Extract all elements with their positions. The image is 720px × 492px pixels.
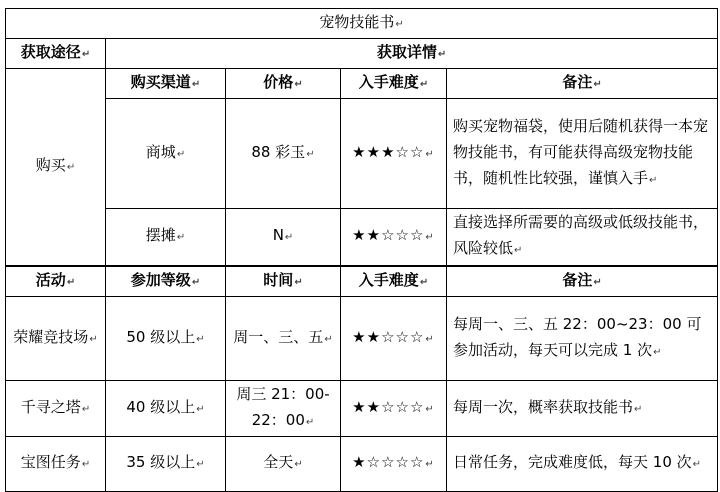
pet-skill-book-table (5, 8, 718, 492)
channel-cell: 商城↵ (106, 99, 226, 209)
activity-name-cell: 荣耀竞技场↵ (6, 296, 106, 380)
difficulty-stars: ★☆☆☆☆↵ (341, 436, 447, 491)
column-header: 购买渠道↵ (106, 69, 226, 99)
table-row (6, 436, 718, 491)
detail-header: 获取详情↵ (106, 39, 718, 69)
difficulty-stars: ★★☆☆☆↵ (341, 209, 447, 266)
table-row (6, 209, 718, 266)
column-header: 价格↵ (226, 69, 341, 99)
note-cell: 每周一次，概率获取技能书↵ (447, 380, 718, 436)
note-cell: 日常任务，完成难度低，每天 10 次↵ (447, 436, 718, 491)
difficulty-stars: ★★☆☆☆↵ (341, 296, 447, 380)
column-header: 备注↵ (447, 266, 718, 297)
level-cell: 40 级以上↵ (106, 380, 226, 436)
column-header: 时间↵ (226, 266, 341, 297)
column-header: 入手难度↵ (341, 266, 447, 297)
note-cell: 每周一、三、五 22：00~23：00 可参加活动，每天可以完成 1 次↵ (447, 296, 718, 380)
difficulty-stars: ★★☆☆☆↵ (341, 380, 447, 436)
time-cell: 周一、三、五↵ (226, 296, 341, 380)
level-cell: 35 级以上↵ (106, 436, 226, 491)
difficulty-stars: ★★★☆☆↵ (341, 99, 447, 209)
column-header: 活动↵ (6, 266, 106, 297)
column-header: 入手难度↵ (341, 69, 447, 99)
activity-name-cell: 千寻之塔↵ (6, 380, 106, 436)
note-cell: 直接选择所需要的高级或低级技能书，风险较低↵ (447, 209, 718, 266)
purchase-section-label: 购买↵ (6, 69, 106, 266)
price-cell: 88 彩玉↵ (226, 99, 341, 209)
channel-cell: 摆摊↵ (106, 209, 226, 266)
level-cell: 50 级以上↵ (106, 296, 226, 380)
table-title: 宠物技能书↵ (6, 9, 718, 39)
column-header: 备注↵ (447, 69, 718, 99)
time-cell: 全天↵ (226, 436, 341, 491)
price-cell: N↵ (226, 209, 341, 266)
table-row (6, 380, 718, 436)
source-header: 获取途径↵ (6, 39, 106, 69)
table-row (6, 99, 718, 209)
table-row (6, 296, 718, 380)
activity-name-cell: 宝图任务↵ (6, 436, 106, 491)
note-cell: 购买宠物福袋，使用后随机获得一本宠物技能书，有可能获得高级宠物技能书，随机性比较强，谨慎入手↵ (447, 99, 718, 209)
column-header: 参加等级↵ (106, 266, 226, 297)
time-cell: 周三 21：00-22：00↵ (226, 380, 341, 436)
